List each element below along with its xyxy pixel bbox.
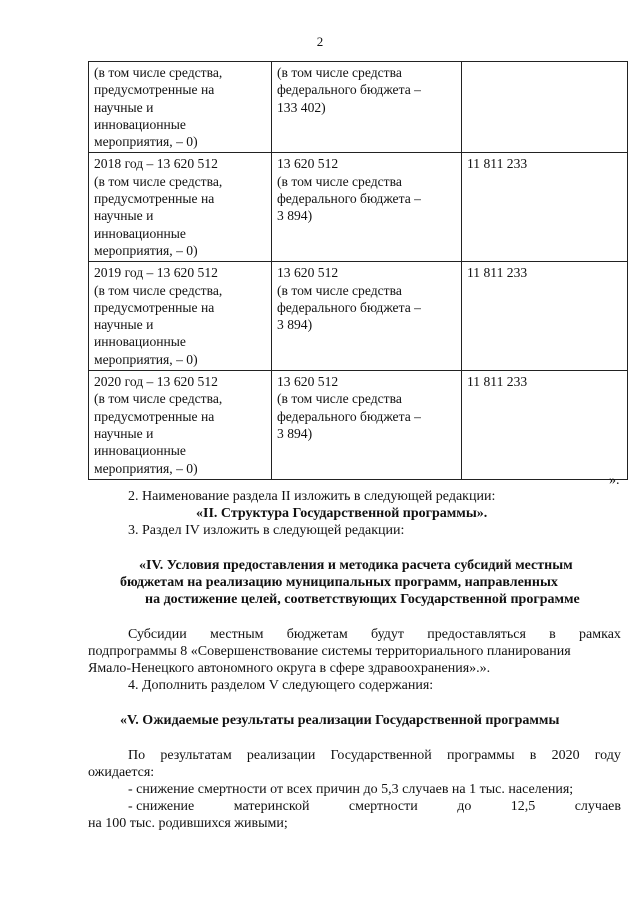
section-5-paragraph-line-2: ожидается: (88, 765, 155, 780)
word: предоставляться (427, 627, 526, 642)
table-cell (272, 62, 462, 153)
table-cell (462, 62, 628, 153)
table-cell-line: научные и (94, 99, 154, 115)
section-4-paragraph-line-1 (128, 626, 621, 644)
item-3-text: 3. Раздел IV изложить в следующей редакции: (128, 523, 405, 538)
word: рамках (579, 627, 621, 642)
table-cell-line: (в том числе средства (277, 282, 402, 298)
table-cell (89, 262, 272, 371)
table-row (89, 62, 628, 153)
table-cell-line: федерального бюджета – (277, 408, 421, 424)
result-bullet-mortality: - снижение смертности от всех причин до 5,3 случаев на 1 тыс. населения; (128, 782, 574, 797)
table-cell-line: федерального бюджета – (277, 299, 421, 315)
table-row (89, 262, 628, 371)
word: бюджетам (286, 627, 348, 642)
word: реализации (246, 748, 316, 763)
table-cell-line: предусмотренные на (94, 82, 215, 98)
table-cell (272, 262, 462, 371)
table-cell-line: (в том числе средства (277, 173, 402, 189)
word: 12,5 (510, 799, 536, 814)
item-4-text: 4. Дополнить разделом V следующего содержания: (128, 678, 434, 693)
table-cell-line: 133 402) (277, 99, 326, 115)
section-5-paragraph-line-1 (128, 747, 621, 765)
section-4-heading-line-1: «IV. Условия предоставления и методика расчета субсидий местным (139, 558, 573, 573)
table-cell-line: 11 811 233 (467, 265, 528, 281)
word: По (128, 748, 146, 763)
word: случаев (574, 799, 621, 814)
section-4-paragraph-line-3: Ямало-Ненецкого автономного округа в сфере здравоохранения».». (88, 661, 491, 676)
funding-table (88, 61, 628, 480)
closing-quote: ». (609, 473, 620, 488)
table-cell-line: предусмотренные на (94, 408, 215, 424)
table-cell (462, 371, 628, 480)
word: смертности (348, 799, 418, 814)
table-cell-line: (в том числе средства, (94, 282, 223, 298)
section-4-heading-line-2: бюджетам на реализацию муниципальных программ, направленных (120, 575, 558, 590)
table-cell (89, 153, 272, 262)
word: - снижение (128, 799, 195, 814)
table-cell-line: (в том числе средства (277, 65, 402, 80)
table-cell-line: 2018 год – 13 620 512 (94, 156, 218, 172)
table-cell-line: инновационные (94, 443, 186, 459)
table-cell-line: мероприятия, – 0) (94, 460, 198, 476)
table-cell-line: 11 811 233 (467, 156, 528, 172)
table-cell-line: научные и (94, 317, 154, 333)
word: Государственной (330, 748, 432, 763)
table-cell-line: мероприятия, – 0) (94, 134, 198, 150)
result-bullet-maternal-mortality (128, 798, 621, 816)
table-cell-line: федерального бюджета – (277, 191, 421, 207)
table-cell (89, 371, 272, 480)
word: в (549, 627, 556, 642)
table-cell-line: (в том числе средства (277, 391, 402, 407)
page-number: 2 (316, 34, 324, 49)
word: в (529, 748, 537, 763)
section-5-heading: «V. Ожидаемые результаты реализации Государственной программы (120, 713, 560, 728)
result-bullet-maternal-mortality-line-2: на 100 тыс. родившихся живыми; (88, 816, 288, 831)
item-2-text: 2. Наименование раздела II изложить в следующей редакции: (128, 489, 496, 504)
table-cell-line: (в том числе средства, (94, 173, 223, 189)
table-cell-line: инновационные (94, 334, 186, 350)
table-cell (462, 153, 628, 262)
word: до (457, 799, 472, 814)
table-cell-line: предусмотренные на (94, 191, 215, 207)
table-cell-line: 2020 год – 13 620 512 (94, 374, 218, 390)
table-cell-line: мероприятия, – 0) (94, 242, 198, 258)
table-cell-line: мероприятия, – 0) (94, 351, 198, 367)
word: 2020 (551, 748, 580, 763)
table-cell-line: инновационные (94, 116, 186, 132)
word: местным (209, 627, 264, 642)
table-cell (462, 262, 628, 371)
table-cell-line: 13 620 512 (277, 374, 339, 390)
word: году (594, 748, 621, 763)
table-cell-line: федерального бюджета – (277, 82, 421, 98)
table-cell-line: предусмотренные на (94, 299, 215, 315)
table-cell-line: инновационные (94, 225, 186, 241)
table-cell-line: 3 894) (277, 317, 313, 333)
table-cell-line: научные и (94, 425, 154, 441)
word: будут (371, 627, 404, 642)
table-cell (272, 371, 462, 480)
section-2-new-title: «II. Структура Государственной программы». (196, 506, 488, 521)
table-cell-line: 11 811 233 (467, 374, 528, 390)
section-4-heading-line-3: на достижение целей, соответствующих Государственной программе (145, 592, 580, 607)
table-cell-line: (в том числе средства, (94, 391, 223, 407)
section-4-paragraph-line-2: подпрограммы 8 «Совершенствование системы территориального планирования (88, 644, 571, 659)
word: результатам (160, 748, 232, 763)
table-row (89, 153, 628, 262)
table-cell-line: 13 620 512 (277, 156, 339, 172)
table-cell-line: 3 894) (277, 208, 313, 224)
word: программы (446, 748, 515, 763)
word: Субсидии (128, 627, 187, 642)
table-row (89, 371, 628, 480)
table-cell-line: (в том числе средства, (94, 65, 223, 80)
table-cell (89, 62, 272, 153)
table-cell-line: 2019 год – 13 620 512 (94, 265, 218, 281)
table-cell (272, 153, 462, 262)
word: материнской (233, 799, 310, 814)
table-cell-line: 13 620 512 (277, 265, 339, 281)
table-cell-line: научные и (94, 208, 154, 224)
table-cell-line: 3 894) (277, 425, 313, 441)
